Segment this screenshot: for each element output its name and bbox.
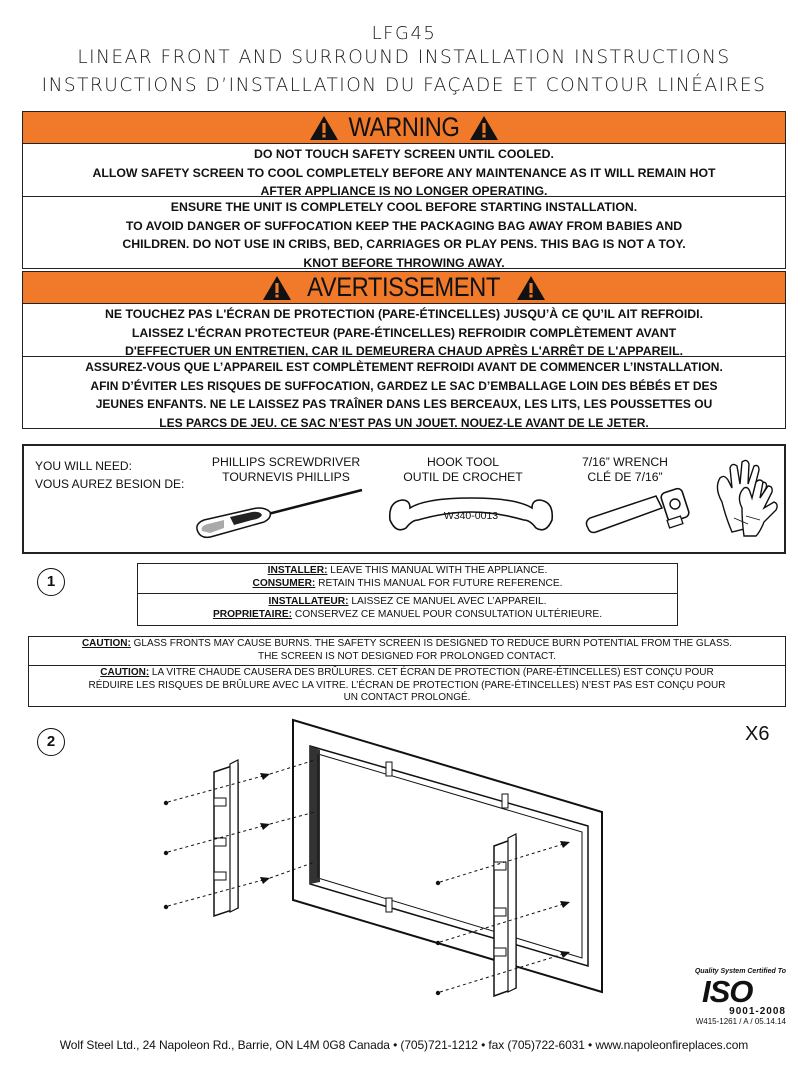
text-line: ALLOW SAFETY SCREEN TO COOL COMPLETELY BEFORE ANY MAINTENANCE AS IT WILL REMAIN HOT (92, 165, 716, 180)
warning-en-block2 (22, 197, 786, 269)
text-line: CHILDREN. DO NOT USE IN CRIBS, BED, CARRIAGES OR PLAY PENS. THIS BAG IS NOT A TOY. (122, 237, 686, 252)
caution-fr-line3: UN CONTACT PROLONGÉ. (343, 692, 471, 704)
warning-banner (22, 111, 786, 144)
text-line: KNOT BEFORE THROWING AWAY. (303, 255, 505, 270)
caution-fr-text1: LA VITRE CHAUDE CAUSERA DES BRÛLURES. CET ÉCRAN DE PROTECTION (PARE-ÉTINCELLES) EST CONÇU POUR (149, 667, 714, 678)
screwdriver-icon (190, 484, 370, 544)
avertissement-banner (22, 271, 786, 304)
text-line: AFTER APPLIANCE IS NO LONGER OPERATING. (260, 184, 548, 199)
proprietaire-label: PROPRIETAIRE: (212, 608, 293, 620)
warning-triangle-icon (469, 115, 499, 141)
caution-fr (28, 665, 786, 707)
warning-triangle-icon (262, 275, 292, 301)
clip (386, 762, 392, 776)
caution-fr-line1 (29, 667, 785, 680)
caution-fr-line2: RÉDUIRE LES RISQUES DE BRÛLURE AVEC LA VITRE. L’ÉCRAN DE PROTECTION (PARE-ÉTINCELLES) N’EST PAS EST CONÇU POUR (88, 679, 726, 691)
proprietaire-line (138, 609, 677, 622)
you-will-need (35, 457, 184, 493)
text-line: TO AVOID DANGER OF SUFFOCATION KEEP THE PACKAGING BAG AWAY FROM BABIES AND (125, 218, 683, 233)
warning-fr-block1 (22, 304, 786, 357)
wrench-label (565, 455, 685, 485)
clip (502, 794, 508, 808)
model-number: LFG45 (371, 23, 437, 44)
text-line: DO NOT TOUCH SAFETY SCREEN UNTIL COOLED. (254, 147, 554, 161)
warning-label: WARNING (348, 112, 460, 142)
step-1-badge: 1 (37, 568, 65, 596)
document-code: W415-1261 / A / 05.14.14 (695, 1017, 786, 1026)
proprietaire-text: CONSERVEZ CE MANUEL POUR CONSULTATION ULTÉRIEURE. (292, 608, 603, 620)
caution-en-line2: THE SCREEN IS NOT DESIGNED FOR PROLONGED CONTACT. (258, 650, 556, 662)
consumer-text: RETAIN THIS MANUAL FOR FUTURE REFERENCE. (315, 577, 563, 589)
warning-en-block1 (22, 144, 786, 197)
warning-fr-block2 (22, 357, 786, 429)
need-en: YOU WILL NEED: (35, 459, 132, 473)
caution-en (28, 636, 786, 666)
wrench-en: 7/16” WRENCH (581, 455, 668, 469)
text-line: LES PARCS DE JEU. CE SAC N’EST PAS UN JOUET. NOUEZ-LE AVANT DE LE JETER. (159, 415, 649, 430)
installateur-text: LAISSEZ CE MANUEL AVEC L’APPAREIL. (348, 596, 547, 607)
step-2-badge: 2 (37, 728, 65, 756)
text-line: NE TOUCHEZ PAS L'ÉCRAN DE PROTECTION (PARE-ÉTINCELLES) JUSQU’À CE QU’IL AIT REFROIDI. (105, 307, 703, 321)
screwdriver-label (196, 455, 376, 485)
iso-logo (680, 968, 790, 1020)
installation-diagram (150, 712, 620, 1008)
text-line: ASSUREZ-VOUS QUE L’APPAREIL EST COMPLÈTEMENT REFROIDI AVANT DE COMMENCER L’INSTALLATION. (85, 360, 723, 374)
caution-en-text1: GLASS FRONTS MAY CAUSE BURNS. THE SAFETY SCREEN IS DESIGNED TO REDUCE BURN POTENTIAL FROM THE GLASS. (130, 638, 733, 649)
iso-mark: ISO (702, 974, 753, 1009)
wrench-fr: CLÉ DE 7/16” (587, 470, 663, 484)
screwdriver-fr: TOURNEVIS PHILLIPS (222, 470, 350, 484)
iso-tagline: Quality System Certified To (694, 968, 786, 975)
consumer-line (138, 578, 677, 591)
hook-tool-icon (386, 490, 556, 540)
caution-fr-label: CAUTION: (100, 667, 150, 678)
text-line: AFIN D’ÉVITER LES RISQUES DE SUFFOCATION, GARDEZ LE SAC D’EMBALLAGE LOIN DES BÉBÉS ET DES (90, 378, 718, 393)
text-line: D'EFFECTUER UN ENTRETIEN, CAR IL DEMEURERA CHAUD APRÈS L'ARRÊT DE L'APPAREIL. (124, 344, 684, 359)
hook-fr: OUTIL DE CROCHET (403, 470, 523, 484)
manual-notice-fr (137, 593, 678, 626)
warning-triangle-icon (309, 115, 339, 141)
installer-text: LEAVE THIS MANUAL WITH THE APPLIANCE. (327, 565, 548, 576)
consumer-label: CONSUMER: (252, 577, 316, 589)
need-fr: VOUS AUREZ BESION DE: (35, 477, 185, 491)
installer-line (138, 565, 677, 578)
footer-contact: Wolf Steel Ltd., 24 Napoleon Rd., Barrie, ON L4M 0G8 Canada • (705)721-1212 • fax (705)722-6031 • www.napoleonfireplaces.com (59, 1038, 749, 1052)
text-line: JEUNES ENFANTS. NE LE LAISSEZ PAS TRAÎNER DANS LES BERCEAUX, LES LITS, LES POUSSETTES OU (95, 397, 713, 412)
title-english: LINEAR FRONT AND SURROUND INSTALLATION INSTRUCTIONS (77, 47, 731, 68)
installateur-line (138, 596, 677, 609)
installateur-label: INSTALLATEUR: (268, 596, 349, 607)
iso-standard: 9001-2008 (729, 1006, 786, 1017)
hook-tool-label (388, 455, 538, 485)
avertissement-label: AVERTISSEMENT (307, 272, 501, 302)
warning-triangle-icon (516, 275, 546, 301)
caution-en-label: CAUTION: (81, 638, 131, 649)
manual-notice-en (137, 563, 678, 594)
gloves-icon (712, 458, 780, 538)
quantity-label: X6 (745, 723, 770, 745)
screwdriver-en: PHILLIPS SCREWDRIVER (211, 455, 361, 469)
caution-en-line1 (29, 638, 785, 651)
hook-part-number: W340-0013 (443, 510, 499, 522)
installer-label: INSTALLER: (267, 565, 328, 576)
clip (386, 898, 392, 912)
wrench-icon (580, 482, 700, 542)
title-french: INSTRUCTIONS D’INSTALLATION DU FAÇADE ET CONTOUR LINÉAIRES (41, 75, 767, 96)
text-line: LAISSEZ L'ÉCRAN PROTECTEUR (PARE-ÉTINCELLES) REFROIDIR COMPLÈTEMENT AVANT (131, 325, 677, 340)
text-line: ENSURE THE UNIT IS COMPLETELY COOL BEFORE STARTING INSTALLATION. (170, 200, 638, 214)
hook-en: HOOK TOOL (426, 455, 500, 469)
